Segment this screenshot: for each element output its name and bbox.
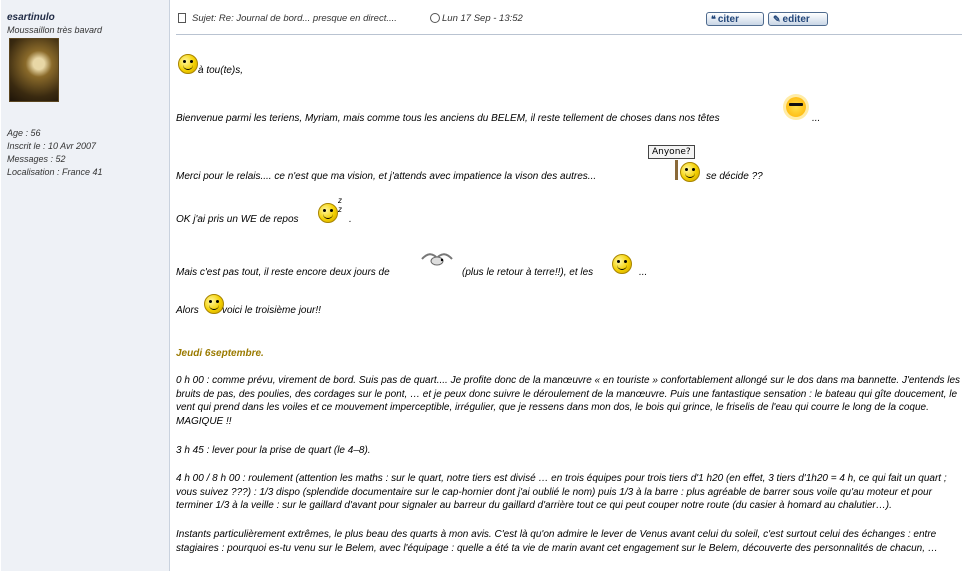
alors-text: Alors (176, 305, 199, 316)
poster-age: Age : 56 (7, 128, 41, 138)
avatar (9, 38, 59, 102)
edit-icon: ✎ (773, 13, 781, 24)
more-mid-text: (plus le retour à terre!!), et les (462, 267, 594, 278)
seagull-icon (420, 250, 454, 268)
greeting-text: à tou(te)s, (198, 65, 244, 76)
poster-registered: Inscrit le : 10 Avr 2007 (7, 141, 97, 151)
edit-button[interactable] (768, 12, 828, 26)
paragraph-watch: Instants particulièrement extrêmes, le plus beau des quarts à mon avis. C'est là qu'on admire le lever de Venus avant celui du soleil, c'est surtout celui des échanges : entre stagiaires : pourquoi es-tu venu sur le Belem, avec l'équipage : quelle a été ta vie de marin avant cet engagement sur le Belem, découverte des personnalités de chacun, … (176, 529, 938, 554)
post-header (176, 12, 962, 35)
zz-text: z z (338, 196, 342, 214)
post-date: Lun 17 Sep - 13:52 (442, 13, 523, 24)
poster-profile-panel (1, 0, 170, 571)
poster-name[interactable]: esartinulo (7, 12, 55, 23)
clock-icon (430, 13, 440, 23)
more-text: Mais c'est pas tout, il reste encore deux jours de (176, 267, 390, 278)
alors-end-text: voici le troisième jour!! (222, 305, 321, 316)
cool-sun-icon (786, 97, 806, 117)
relay-text: Merci pour le relais.... ce n'est que ma vision, et j'attends avec impatience la vison des autres... (176, 171, 597, 182)
bow-smiley-icon (204, 294, 224, 314)
camera-smiley-icon (612, 254, 632, 274)
anyone-sign: Anyone? (648, 145, 695, 159)
signpost-icon (675, 160, 678, 180)
sleeping-smiley-icon (318, 203, 338, 223)
post-document-icon (178, 13, 186, 23)
welcome-ellipsis: ... (812, 113, 821, 124)
cowboy-smiley-icon (178, 54, 198, 74)
weekend-end: . (349, 214, 352, 225)
edit-button-label: editer (782, 13, 810, 25)
paragraph-rotation: 4 h 00 / 8 h 00 : roulement (attention les maths : sur le quart, notre tiers est divisé … en trois équipes pour trois tiers d'1 h20 (en effet, 3 tiers d'1h20 = 4 h, ce qui fait un quart ; vous suivez ???) : 1/3 dispo (splendide documentaire sur le cap-hornier dont j'ai oublié le nom) puis 1/3 à la barre : plus agréable de barrer sous voile qu'au moteur et pour terminer 1/3 à la veille : sur le gaillard d'avant pour signaler au barreur du gaillard d'arrière tout ce qui peut couper notre route (du casier à homard au chalutier…). (176, 473, 947, 511)
quote-button[interactable] (706, 12, 764, 26)
post-content (172, 0, 972, 571)
poster-messages: Messages : 52 (7, 154, 66, 164)
quote-button-label: citer (717, 13, 739, 25)
weekend-text: OK j'ai pris un WE de repos (176, 214, 299, 225)
paragraph-wakeup: 3 h 45 : lever pour la prise de quart (le 4–8). (176, 445, 371, 456)
paragraph-midnight: 0 h 00 : comme prévu, virement de bord. Suis pas de quart.... Je profite donc de la manœuvre « en touriste » confortablement allongé sur le dos dans ma bannette. J'entends les bruits de pas, des poulies, des cordages sur le pont, … et je peux donc suivre le déroulement de la manœuvre. Puis une fantastique sensation : le bateau qui gîte doucement, le vent qui prend dans les voiles et ce mouvement imperceptible, irrégulier, que je ressens dans mon dos, le bois qui grince, le friselis de l'eau qui courre le long de la coque. MAGIQUE !! (176, 375, 961, 427)
relay-end-text: se décide ?? (706, 171, 763, 182)
day-heading: Jeudi 6septembre. (176, 348, 264, 359)
sign-smiley-icon (680, 162, 700, 182)
quote-icon: ❝ (711, 13, 716, 24)
poster-rank: Moussaillon très bavard (7, 25, 103, 35)
poster-location: Localisation : France 41 (7, 167, 103, 177)
welcome-text: Bienvenue parmi les teriens, Myriam, mais comme tous les anciens du BELEM, il reste tellement de choses dans nos têtes (176, 113, 720, 124)
more-ellipsis: ... (639, 267, 648, 278)
post-subject: Sujet: Re: Journal de bord... presque en direct.... (192, 13, 397, 24)
